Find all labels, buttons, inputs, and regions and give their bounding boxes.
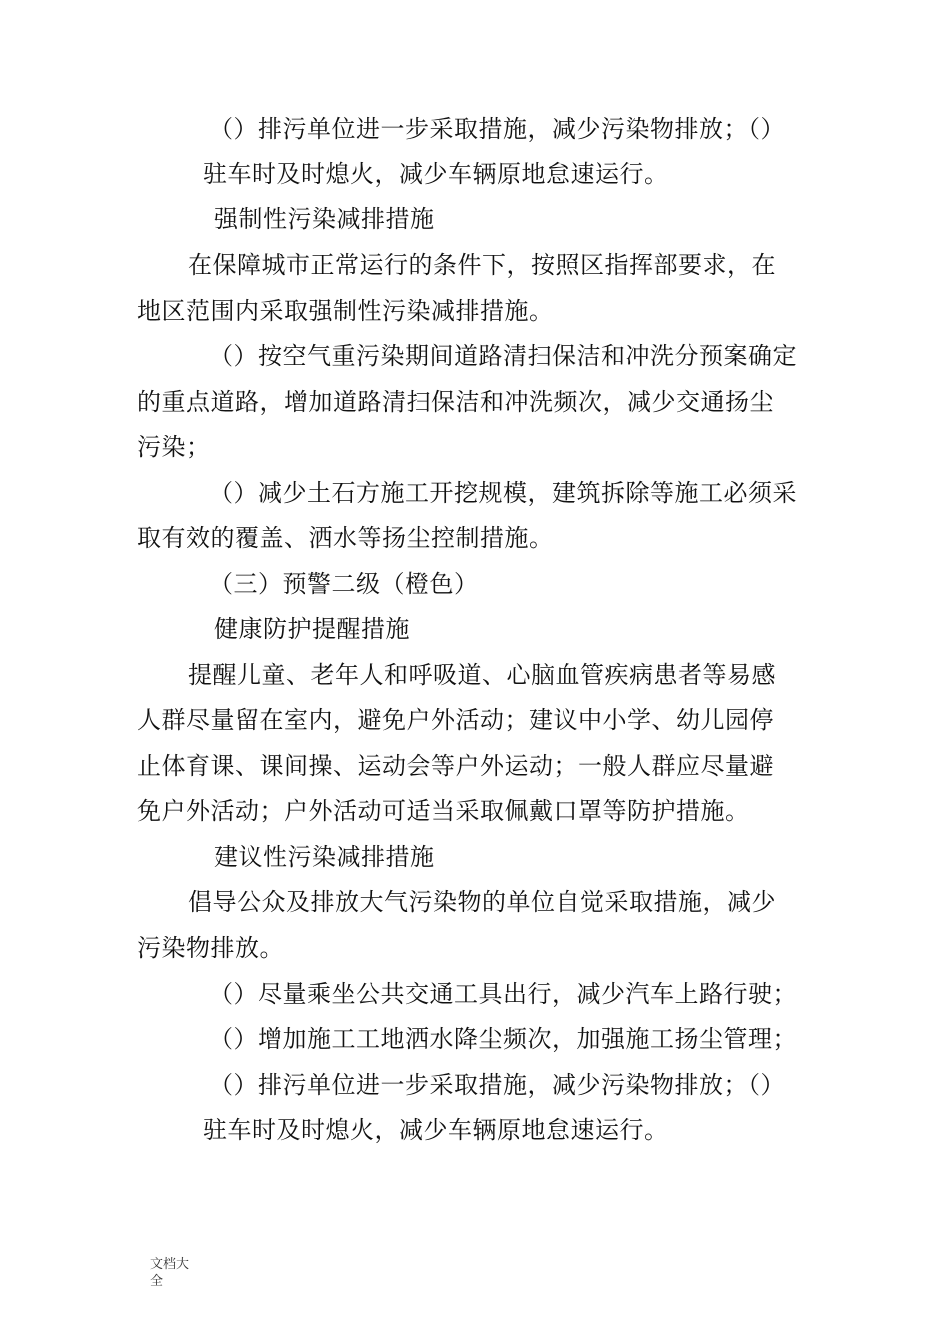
paragraph-line: 地区范围内采取强制性污染减排措施。 [137,297,554,325]
paragraph-line: 在保障城市正常运行的条件下，按照区指挥部要求，在 [188,251,776,279]
paragraph-line: 免户外活动；户外活动可适当采取佩戴口罩等防护措施。 [137,797,750,825]
paragraph-line: 取有效的覆盖、洒水等扬尘控制措施。 [137,524,554,552]
paragraph-line: 的重点道路，增加道路清扫保洁和冲洗频次，减少交通扬尘 [137,388,774,416]
section-heading: （三）预警二级（橙色） [209,570,479,598]
paragraph-line: （）排污单位进一步采取措施，减少污染物排放；（） [209,1071,785,1099]
paragraph-line: 止体育课、课间操、运动会等户外运动；一般人群应尽量避 [137,752,774,780]
paragraph-line: （）按空气重污染期间道路清扫保洁和冲洗分预案确定 [209,342,797,370]
paragraph-line: 污染物排放。 [137,934,284,962]
section-heading: 建议性污染减排措施 [214,843,435,871]
paragraph-line: （）减少土石方施工开挖规模，建筑拆除等施工必须采 [209,479,797,507]
paragraph-line: （）增加施工工地洒水降尘频次，加强施工扬尘管理； [209,1025,797,1053]
page-footer: 文档大全 [150,1257,190,1289]
paragraph-line: 人群尽量留在室内，避免户外活动；建议中小学、幼儿园停 [137,706,774,734]
paragraph-line: （）尽量乘坐公共交通工具出行，减少汽车上路行驶； [209,980,797,1008]
section-heading: 强制性污染减排措施 [214,205,435,233]
paragraph-line: 驻车时及时熄火，减少车辆原地怠速运行。 [203,160,669,188]
paragraph-line: 提醒儿童、老年人和呼吸道、心脑血管疾病患者等易感 [188,661,776,689]
paragraph-line: 倡导公众及排放大气污染物的单位自觉采取措施，减少 [188,888,776,916]
section-heading: 健康防护提醒措施 [214,615,410,643]
paragraph-line: （）排污单位进一步采取措施，减少污染物排放；（） [209,115,785,143]
paragraph-line: 污染； [137,433,211,461]
paragraph-line: 驻车时及时熄火，减少车辆原地怠速运行。 [203,1116,669,1144]
